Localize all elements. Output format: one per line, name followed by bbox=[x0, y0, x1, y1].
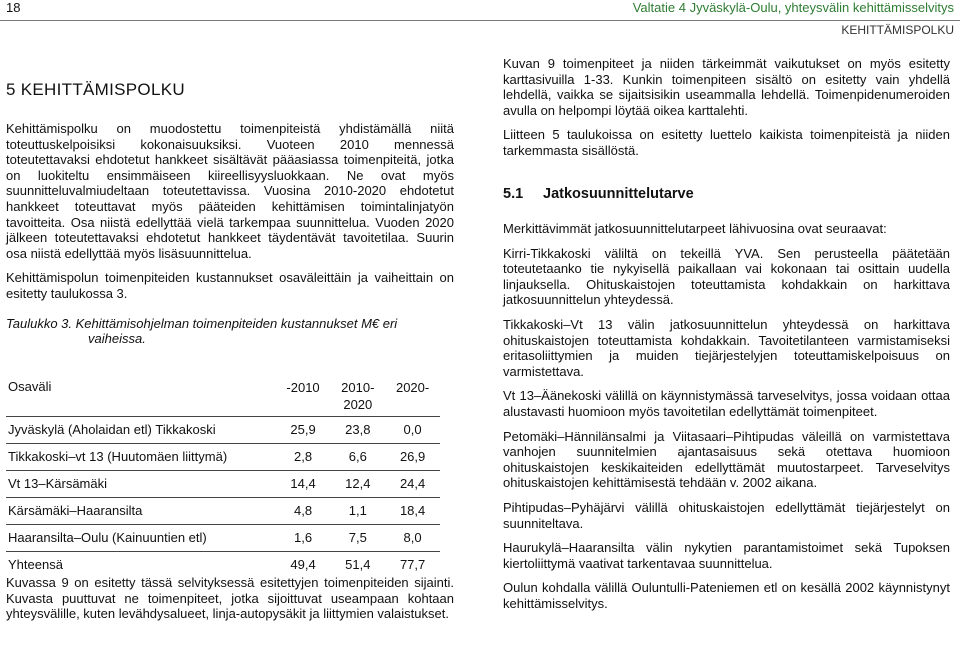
table-caption bbox=[6, 316, 454, 347]
subsection-title: Jatkosuunnittelutarve bbox=[543, 186, 694, 202]
cell-value: 77,7 bbox=[385, 551, 440, 578]
left-column bbox=[6, 121, 454, 356]
subsection-heading bbox=[503, 186, 694, 202]
intro-paragraph: Kehittämispolku on muodostettu toimenpiteistä yhdistämällä niitä toteuttuskelpoisiksi kokonaisuuksiksi. Vuoteen 2010 mennessä toteutettavaksi ehdotetut hankkeet sisältävät pääasiassa toimenpiteitä, jotka on luokiteltu ensimmäiseen kiireellisyysluokkaan. Ne ovat myös suunnitteluvalmiudeltaan toteutettavissa. Vuosina 2010-2020 ehdotetut hankkeet toteuttavat myös pääteiden kehittämisen toimintalinjatyön tavoitteita. Osa niistä edellyttää vielä tarkempaa suunnittelua. Vuoden 2020 jälkeen toteutettavaksi ehdotetut hankkeet täydentävät tavoitetilaa. Suurin osa niistä edellyttää myös lisäsuunnittelua. bbox=[6, 121, 454, 261]
planning-item-oulu: Oulun kohdalla välillä Ouluntulli-Pateniemen etl on kesällä 2002 käynnistynyt kehittämisselvitys. bbox=[503, 580, 950, 611]
cell-value: 14,4 bbox=[276, 470, 331, 497]
cell-value: 1,1 bbox=[330, 497, 385, 524]
cell-value: 1,6 bbox=[276, 524, 331, 551]
table-caption-line1: Taulukko 3. Kehittämisohjelman toimenpiteiden kustannukset M€ eri bbox=[6, 315, 398, 331]
table-total-row bbox=[6, 551, 440, 578]
table-reference-paragraph: Kehittämispolun toimenpiteiden kustannukset osaväleittäin ja vaiheittain on esitetty taulukossa 3. bbox=[6, 270, 454, 301]
table-row bbox=[6, 470, 440, 497]
cell-value: 6,6 bbox=[330, 443, 385, 470]
cell-value: 24,4 bbox=[385, 470, 440, 497]
cell-value: 7,5 bbox=[330, 524, 385, 551]
chapter-heading: 5 KEHITTÄMISPOLKU bbox=[6, 80, 185, 99]
planning-item-kirri: Kirri-Tikkakoski väliltä on tekeillä YVA. Sen perusteella päätetään toteutetaanko tie nykyisellä paikallaan vai kokonaan tai osittain uudella linjauksella. Ohituskaistojen toteuttamista kohdakkain on harkittava jatkosuunnittelun yhteydessä. bbox=[503, 245, 950, 308]
right-column-main bbox=[503, 221, 950, 620]
table-row bbox=[6, 524, 440, 551]
header-cell-phase2: 2010-2020 bbox=[341, 380, 375, 412]
row-label: Haaransilta–Oulu (Kainuuntien etl) bbox=[6, 524, 276, 551]
planning-item-pihtipudas: Pihtipudas–Pyhäjärvi välillä ohituskaistojen edellyttämät tiejärjestelyt on suunniteltava. bbox=[503, 499, 950, 531]
planning-item-aanekoski: Vt 13–Äänekoski välillä on käynnistymässä tarveselvitys, jossa voidaan ottaa alustavasti huomioon myös tavoitetilan edellyttämät toimenpiteet. bbox=[503, 388, 950, 419]
cell-value: 26,9 bbox=[385, 443, 440, 470]
table-caption-line2: vaiheissa. bbox=[88, 331, 146, 347]
planning-item-petomaki: Petomäki–Hännilänsalmi ja Viitasaari–Pihtipudas väleillä on varmistettava vanhojen suunnitelmien ajantasaisuus sekä otettava huomioon ohituskaistojen keskikaiteiden edellyttämät muutostarpeet. Tarveselvitys ohituskaistojen kehittämisestä tehdään v. 2002 aikana. bbox=[503, 428, 950, 491]
planning-item-haurukyla: Haurukylä–Haaransilta välin nykytien parantamistoimet sekä Tupoksen kiertoliittymä vaativat tarkentavaa suunnittelua. bbox=[503, 540, 950, 571]
cell-value: 25,9 bbox=[276, 416, 331, 443]
cell-value: 8,0 bbox=[385, 524, 440, 551]
cell-value: 23,8 bbox=[330, 416, 385, 443]
cell-value: 49,4 bbox=[276, 551, 331, 578]
header-cell-section: Osaväli bbox=[8, 379, 52, 394]
row-label: Tikkakoski–vt 13 (Huutomäen liittymä) bbox=[6, 443, 276, 470]
cell-value: 0,0 bbox=[385, 416, 440, 443]
header-cell-phase3: 2020- bbox=[395, 380, 430, 395]
header-divider bbox=[0, 20, 960, 21]
document-title: Valtatie 4 Jyväskylä-Oulu, yhteysvälin kehittämisselvitys bbox=[632, 0, 954, 15]
map-location-paragraph: Kuvassa 9 on esitetty tässä selvityksessä esitettyjen toimenpiteiden sijainti. Kuvasta puuttuvat ne toimenpiteet, jotka sijoittuvat useampaan kohtaan yhteysvälille, kuten levähdysalueet, linja-autopysäkit ja liittymien valaistukset. bbox=[6, 575, 454, 622]
cell-value: 18,4 bbox=[385, 497, 440, 524]
page-number: 18 bbox=[6, 0, 21, 15]
table-row bbox=[6, 443, 440, 470]
cost-table bbox=[6, 378, 440, 578]
row-label: Vt 13–Kärsämäki bbox=[6, 470, 276, 497]
cell-value: 2,8 bbox=[276, 443, 331, 470]
cell-value: 51,4 bbox=[330, 551, 385, 578]
section-label: KEHITTÄMISPOLKU bbox=[841, 23, 954, 37]
row-label: Jyväskylä (Aholaidan etl) Tikkakoski bbox=[6, 416, 276, 443]
cell-value: 4,8 bbox=[276, 497, 331, 524]
planning-item-tikkakoski: Tikkakoski–Vt 13 välin jatkosuunnittelun yhteydessä on harkittava ohituskaistojen toteuttamista kohdakkain. Tavoitetilanteen varmistamiseksi eritasoliittymien ja muiden tiejärjestelyjen toteuttamiskelpoisuus on varmistettava. bbox=[503, 316, 950, 379]
row-label: Yhteensä bbox=[6, 551, 276, 578]
table-row bbox=[6, 416, 440, 443]
table-header-row bbox=[6, 378, 440, 416]
appendix-paragraph: Liitteen 5 taulukoissa on esitetty luettelo kaikista toimenpiteistä ja niiden tarkemmasta sisällöstä. bbox=[503, 127, 950, 158]
header-cell-phase1: -2010 bbox=[286, 380, 320, 395]
left-column-bottom bbox=[6, 575, 454, 631]
right-column-top bbox=[503, 56, 950, 168]
planning-needs-intro: Merkittävimmät jatkosuunnittelutarpeet lähivuosina ovat seuraavat: bbox=[503, 221, 887, 236]
row-label: Kärsämäki–Haaransilta bbox=[6, 497, 276, 524]
map-pages-paragraph: Kuvan 9 toimenpiteet ja niiden tärkeimmät vaikutukset on myös esitetty karttasivuilla 1-33. Kunkin toimenpiteen sisältö on esitetty vain yhdellä lehdellä, vaikka se sijaitsisikin useammalla lehdellä. Toimenpidenumeroiden avulla on helpompi löytää oikea karttalehti. bbox=[503, 56, 950, 118]
cell-value: 12,4 bbox=[330, 470, 385, 497]
table-row bbox=[6, 497, 440, 524]
subsection-number: 5.1 bbox=[503, 186, 524, 202]
